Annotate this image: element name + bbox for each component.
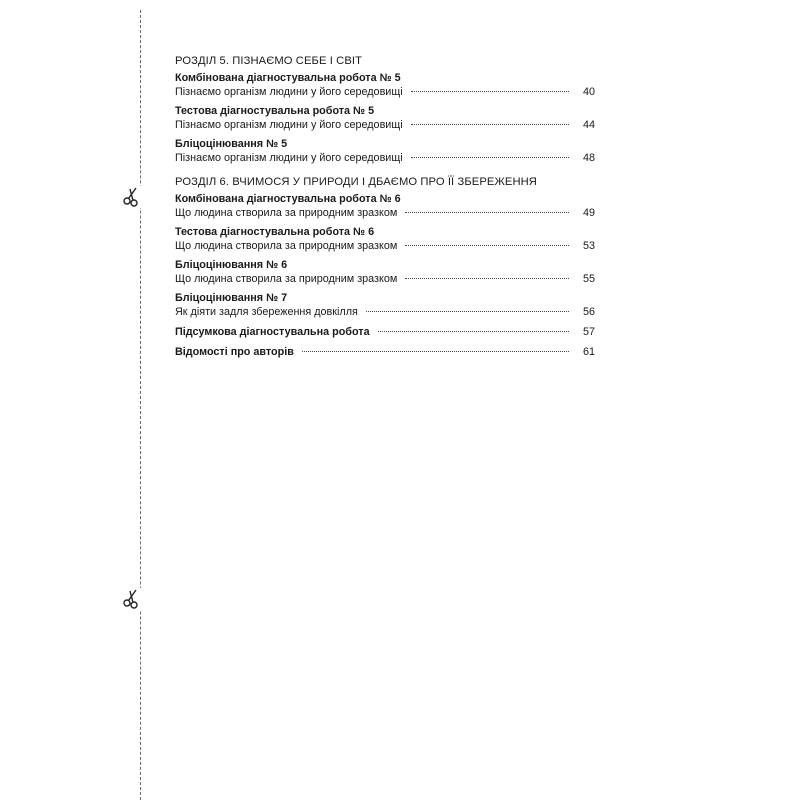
dot-leader <box>411 91 569 92</box>
toc-entry-title: Бліцоцінювання № 5 <box>175 138 288 150</box>
page-number: 53 <box>582 240 595 252</box>
dot-leader <box>405 245 569 246</box>
dot-leader <box>405 278 569 279</box>
dot-leader <box>411 157 569 158</box>
toc-entry-title: Тестова діагностувальна робота № 6 <box>175 226 375 238</box>
toc-entry-title: Бліцоцінювання № 7 <box>175 292 288 304</box>
table-of-contents <box>175 54 595 359</box>
toc-entry[interactable] <box>175 292 595 319</box>
dot-leader <box>378 331 569 332</box>
section-6-heading: РОЗДІЛ 6. ВЧИМОСЯ У ПРИРОДИ І ДБАЄМО ПРО ЇЇ ЗБЕРЕЖЕННЯ <box>175 176 537 188</box>
dot-leader <box>302 351 569 352</box>
toc-entry[interactable] <box>175 226 595 253</box>
toc-entry-label: Відомості про авторів <box>175 346 294 358</box>
toc-entry-subtitle: Пізнаємо організм людини у його середовищі <box>175 86 403 98</box>
toc-entry-authors[interactable] <box>175 345 595 359</box>
scissors-icon <box>121 588 143 610</box>
toc-entry-subtitle: Як діяти задля збереження довкілля <box>175 306 358 318</box>
scissors-icon <box>121 186 143 208</box>
page-number: 40 <box>582 86 595 98</box>
toc-entry-title: Тестова діагностувальна робота № 5 <box>175 105 375 117</box>
page-number: 57 <box>582 326 595 338</box>
toc-entry-subtitle: Що людина створила за природним зразком <box>175 240 398 252</box>
toc-entry[interactable] <box>175 193 595 220</box>
toc-entry-subtitle: Що людина створила за природним зразком <box>175 273 398 285</box>
page-number: 56 <box>582 306 595 318</box>
toc-entry-subtitle: Пізнаємо організм людини у його середовищі <box>175 152 403 164</box>
section-5-heading: РОЗДІЛ 5. ПІЗНАЄМО СЕБЕ І СВІТ <box>175 55 363 67</box>
toc-entry[interactable] <box>175 138 595 165</box>
page-number: 61 <box>582 346 595 358</box>
toc-entry-label: Підсумкова діагностувальна робота <box>175 326 370 338</box>
toc-entry[interactable] <box>175 105 595 132</box>
toc-entry-title: Комбінована діагностувальна робота № 6 <box>175 193 401 205</box>
dot-leader <box>405 212 569 213</box>
dot-leader <box>366 311 569 312</box>
toc-entry-final-test[interactable] <box>175 325 595 339</box>
toc-entry-subtitle: Пізнаємо організм людини у його середовищі <box>175 119 403 131</box>
toc-entry-subtitle: Що людина створила за природним зразком <box>175 207 398 219</box>
toc-entry-title: Комбінована діагностувальна робота № 5 <box>175 72 401 84</box>
toc-entry-title: Бліцоцінювання № 6 <box>175 259 288 271</box>
page-number: 44 <box>582 119 595 131</box>
cut-line <box>140 10 141 800</box>
page-number: 48 <box>582 152 595 164</box>
toc-entry[interactable] <box>175 72 595 99</box>
toc-entry[interactable] <box>175 259 595 286</box>
dot-leader <box>411 124 569 125</box>
page-number: 49 <box>582 207 595 219</box>
page-number: 55 <box>582 273 595 285</box>
